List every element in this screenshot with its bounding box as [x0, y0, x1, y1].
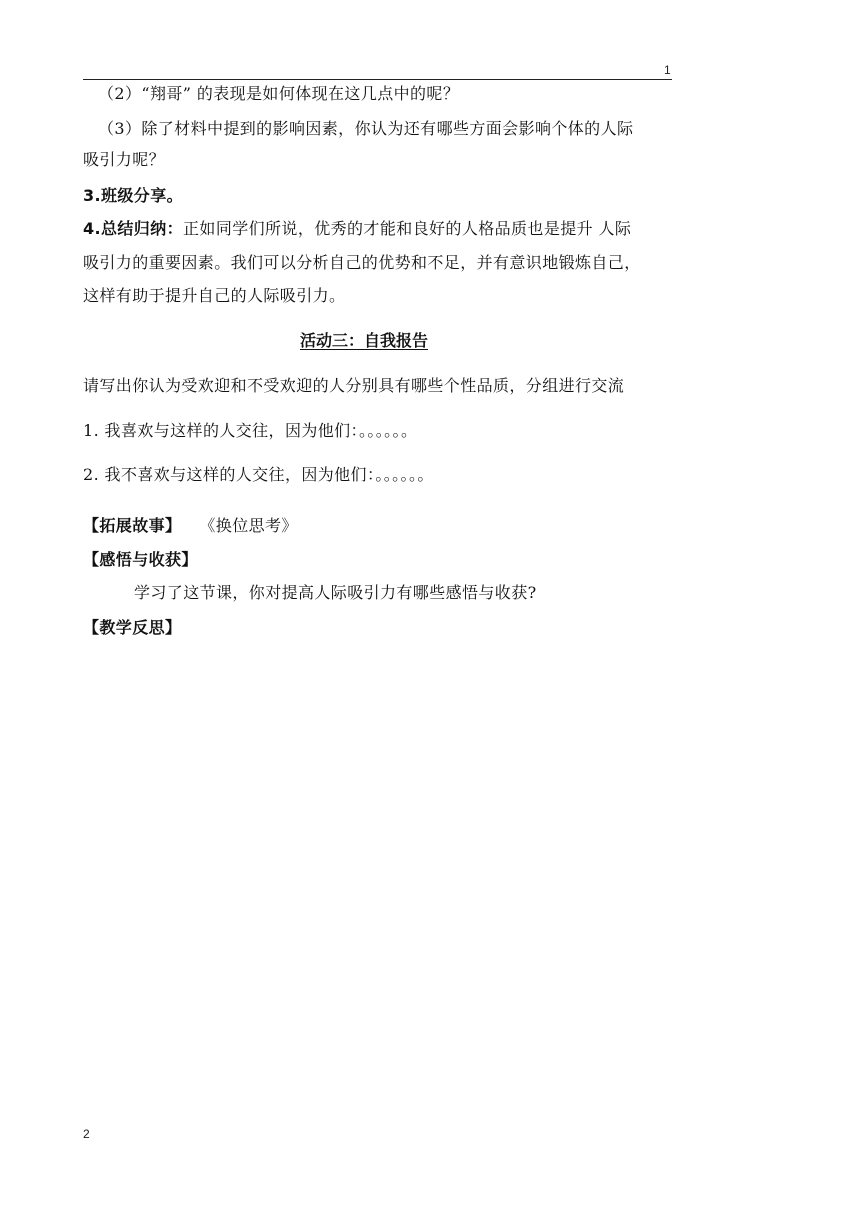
page-footer-number: 2 — [83, 1127, 90, 1141]
item-4-line-1 — [83, 219, 631, 239]
question-2: （2）“翔哥” 的表现是如何体现在这几点中的呢？ — [98, 84, 460, 103]
reflection-label: 【感悟与收获】 — [83, 550, 198, 569]
question-3-line-1: （3）除了材料中提到的影响因素，你认为还有哪些方面会影响个体的人际 — [98, 119, 634, 138]
item-4-label: 4.总结归纳： — [83, 219, 184, 238]
dislike-item: 2. 我不喜欢与这样的人交往，因为他们：。。。。。。 — [83, 465, 434, 484]
activity-3-intro: 请写出你认为受欢迎和不受欢迎的人分别具有哪些个性品质，分组进行交流 — [83, 376, 625, 395]
extension-story-line — [83, 516, 298, 536]
item-3-class-sharing: 3.班级分享。 — [83, 186, 184, 205]
page-header-number: 1 — [664, 63, 671, 77]
reflection-prompt: 学习了这节课，你对提高人际吸引力有哪些感悟与收获? — [134, 583, 537, 602]
question-3-line-2: 吸引力呢？ — [83, 150, 166, 169]
item-4-text-1: 正如同学们所说，优秀的才能和良好的人格品质也是提升 人际 — [183, 219, 632, 238]
teaching-reflection-label: 【教学反思】 — [83, 618, 182, 637]
item-4-line-3: 这样有助于提升自己的人际吸引力。 — [83, 286, 346, 305]
activity-3-title: 活动三：自我报告 — [300, 331, 429, 350]
item-4-line-2: 吸引力的重要因素。我们可以分析自己的优势和不足，并有意识地锻炼自己， — [83, 253, 641, 272]
like-item: 1. 我喜欢与这样的人交往，因为他们：。。。。。。 — [83, 421, 418, 440]
header-rule — [83, 79, 672, 80]
extension-story-title: 《换位思考》 — [207, 516, 298, 535]
extension-label: 【拓展故事】 — [83, 516, 182, 535]
